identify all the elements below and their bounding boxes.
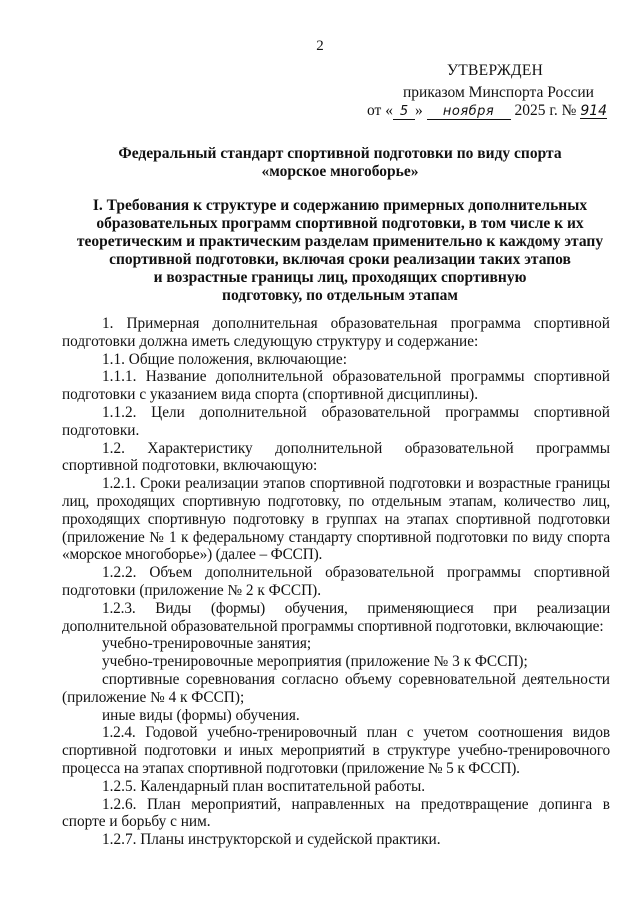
list-item: учебно-тренировочные мероприятия (приложение № 3 к ФССП); [102, 653, 528, 671]
page-number: 2 [316, 38, 324, 54]
date-quote-close: » [414, 102, 423, 119]
handwritten-month: ноября [427, 105, 511, 120]
approval-date-line [367, 102, 607, 120]
paragraph-1-1-2: 1.1.2. Цели дополнительной образовательной программы спортивной подготовки. [62, 403, 610, 439]
date-prefix: от « [367, 102, 393, 119]
section-heading-line: теоретическим и практическим разделам применительно к каждому этапу [76, 233, 604, 250]
approval-issuer: приказом Минспорта России [403, 84, 594, 101]
paragraph-1-2-2: 1.2.2. Объем дополнительной образовательной программы спортивной подготовки (приложение № 2 к ФССП). [62, 564, 610, 599]
document-body [62, 315, 610, 849]
paragraph-1-2-6: 1.2.6. План мероприятий, направленных на предотвращение допинга в спорте и борьбу с ним. [62, 795, 610, 831]
section-heading [70, 197, 610, 305]
approval-heading: УТВЕРЖДЕН [447, 62, 544, 79]
paragraph-1-2-1: 1.2.1. Сроки реализации этапов спортивной подготовки и возрастные границы лиц, проходящих спортивную подготовку, по отдельным этапам, количество лиц, проходящих спортивную подготовку в группах на этапах спортивной подготовки (приложение № 1 к федеральному стандарту спортивной подготовки по виду спорта «морское многоборье») (далее – ФССП). [62, 475, 610, 564]
document-title [60, 145, 620, 181]
handwritten-order-number: 914 [580, 103, 608, 119]
date-year: 2025 г. № [514, 102, 577, 119]
section-heading-line: I. Требования к структуре и содержанию примерных дополнительных [92, 197, 588, 214]
paragraph-1-1-1: 1.1.1. Название дополнительной образовательной программы спортивной подготовки с указанием вида спорта (спортивной дисциплины). [62, 368, 610, 404]
section-heading-line: образовательных программ спортивной подготовки, в том числе к их [96, 215, 584, 232]
handwritten-day: 5 [393, 105, 415, 120]
section-heading-line: и возрастные границы лиц, проходящих спортивную [153, 269, 527, 286]
list-item: учебно-тренировочные занятия; [102, 635, 312, 653]
paragraph-1-2: 1.2. Характеристику дополнительной образовательной программы спортивной подготовки, включающую: [62, 439, 610, 475]
document-title-line: «морское многоборье» [261, 163, 419, 180]
paragraph-1-2-7: 1.2.7. Планы инструкторской и судейской практики. [102, 831, 441, 849]
paragraph-1-2-4: 1.2.4. Годовой учебно-тренировочный план с учетом соотношения видов спортивной подготовки и иных мероприятий в структуре учебно-тренировочного процесса на этапах спортивной подготовки (приложение № 5 к ФССП). [62, 724, 610, 777]
list-item: иные виды (формы) обучения. [102, 706, 300, 724]
section-heading-line: спортивной подготовки, включая сроки реализации таких этапов [109, 251, 571, 268]
paragraph-1: 1. Примерная дополнительная образовательная программа спортивной подготовки должна иметь следующую структуру и содержание: [62, 315, 610, 350]
paragraph-1-2-3: 1.2.3. Виды (формы) обучения, применяющиеся при реализации дополнительной образовательной программы спортивной подготовки, включающие: [62, 599, 610, 635]
paragraph-1-1: 1.1. Общие положения, включающие: [102, 350, 347, 368]
document-title-line: Федеральный стандарт спортивной подготовки по виду спорта [118, 145, 562, 162]
paragraph-1-2-5: 1.2.5. Календарный план воспитательной работы. [102, 777, 426, 795]
section-heading-line: подготовку, по отдельным этапам [222, 287, 458, 304]
list-item: спортивные соревнования согласно объему соревновательной деятельности (приложение № 4 к ФССП); [62, 670, 610, 706]
